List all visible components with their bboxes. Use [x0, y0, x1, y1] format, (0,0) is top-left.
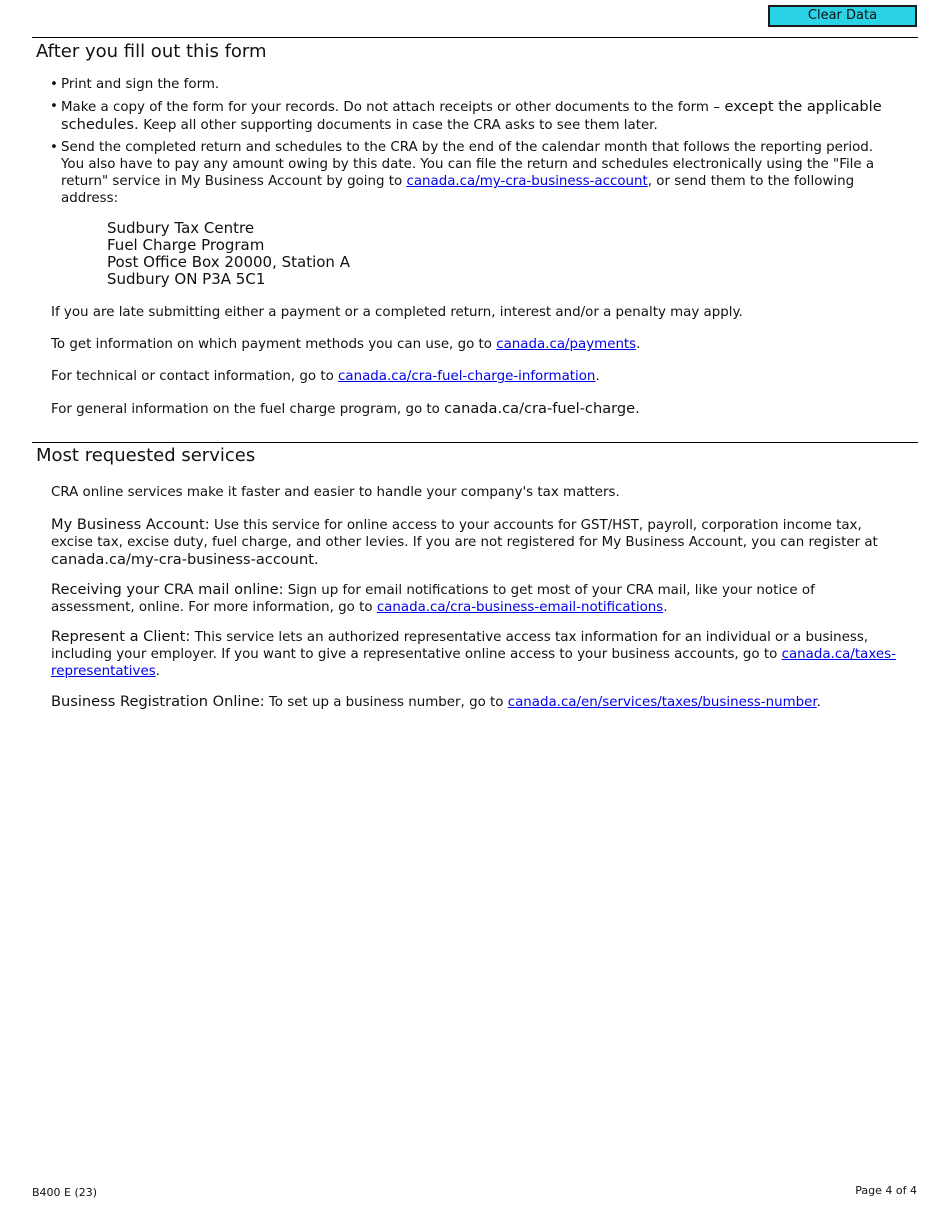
service-url: canada.ca/my-cra-business-account [51, 551, 314, 568]
service-text: This service lets an authorized representative access tax information for an individual or a business, including your employer. If you want to give a representative online access to your business accounts, go to [51, 630, 869, 662]
bullet-text: Keep all other supporting documents in case the CRA asks to see them later. [143, 118, 658, 133]
mailing-address [107, 220, 350, 288]
period: . [663, 600, 668, 615]
service-label: My Business Account: [51, 516, 210, 533]
address-line: Sudbury Tax Centre [107, 219, 255, 237]
fuel-charge-information-link[interactable]: canada.ca/cra-fuel-charge-information [338, 369, 596, 384]
payments-paragraph [51, 336, 901, 353]
email-notifications-link[interactable]: canada.ca/cra-business-email-notifications [376, 600, 664, 615]
bullet-text: Send the completed return and schedules to the CRA by the end of the calendar month that follows the reporting period. You also have to pay any amount owing by this date. You can file the return and schedules electronically using the "File a return" service in My Business Account by going to [61, 140, 875, 189]
list-item [50, 98, 900, 134]
period: . [636, 337, 641, 352]
business-number-link[interactable]: canada.ca/en/services/taxes/business-number [507, 695, 817, 710]
my-business-account-paragraph [51, 516, 901, 569]
period: . [155, 664, 160, 679]
bullet-text: Print and sign the form. [61, 77, 220, 92]
page-number: Page 4 of 4 [855, 1184, 917, 1197]
section-divider-after [32, 37, 918, 38]
late-penalty-text: If you are late submitting either a payment or a completed return, interest and/or a penalty may apply. [51, 305, 743, 320]
bullet-text: , or send them to the following address: [61, 174, 855, 206]
service-label: Business Registration Online: [51, 693, 265, 710]
technical-text: For technical or contact information, go to [51, 369, 339, 384]
service-text: To set up a business number, go to [264, 695, 508, 710]
after-form-heading: After you fill out this form [36, 41, 267, 62]
period: . [816, 695, 821, 710]
cra-mail-paragraph [51, 581, 901, 616]
services-intro: CRA online services make it faster and easier to handle your company's tax matters. [51, 485, 620, 500]
address-line: Fuel Charge Program [107, 236, 265, 254]
service-label: Receiving your CRA mail online: [51, 581, 284, 598]
fuel-charge-url: canada.ca/cra-fuel-charge [444, 400, 636, 417]
services-heading: Most requested services [36, 445, 256, 466]
service-text: Use this service for online access to your accounts for GST/HST, payroll, corporation income tax, excise tax, excise duty, fuel charge, and other levies. If you are not registered for My Business Account, you can register at [51, 518, 878, 550]
period: . [314, 551, 319, 568]
bullet-icon: • [50, 99, 58, 114]
form-id: B400 E (23) [32, 1186, 98, 1199]
period: . [635, 400, 640, 417]
general-text: For general information on the fuel charge program, go to [51, 402, 445, 417]
period: . [595, 369, 600, 384]
clear-data-button[interactable]: Clear Data [768, 5, 917, 27]
list-item [50, 76, 900, 93]
my-business-account-link[interactable]: canada.ca/my-cra-business-account [406, 174, 648, 189]
taxes-representatives-link[interactable]: canada.ca/taxes-representatives [51, 647, 896, 679]
payments-text: To get information on which payment methods you can use, go to [51, 337, 497, 352]
service-text: Sign up for email notifications to get most of your CRA mail, like your notice of assessment, online. For more information, go to [51, 583, 815, 615]
address-line: Sudbury ON P3A 5C1 [107, 270, 266, 288]
bullet-text: Make a copy of the form for your records. Do not attach receipts or other documents to the form – [61, 100, 720, 115]
technical-paragraph [51, 368, 901, 385]
payments-link[interactable]: canada.ca/payments [496, 337, 637, 352]
after-form-list [50, 76, 900, 212]
represent-client-paragraph [51, 628, 901, 680]
bullet-icon: • [50, 77, 58, 92]
bullet-emphasis: except the applicable schedules. [61, 98, 882, 133]
list-item [50, 139, 900, 207]
general-paragraph [51, 400, 901, 418]
section-divider-services [32, 442, 918, 443]
bullet-icon: • [50, 140, 58, 155]
address-line: Post Office Box 20000, Station A [107, 253, 350, 271]
service-label: Represent a Client: [51, 628, 191, 645]
business-registration-paragraph [51, 693, 901, 711]
